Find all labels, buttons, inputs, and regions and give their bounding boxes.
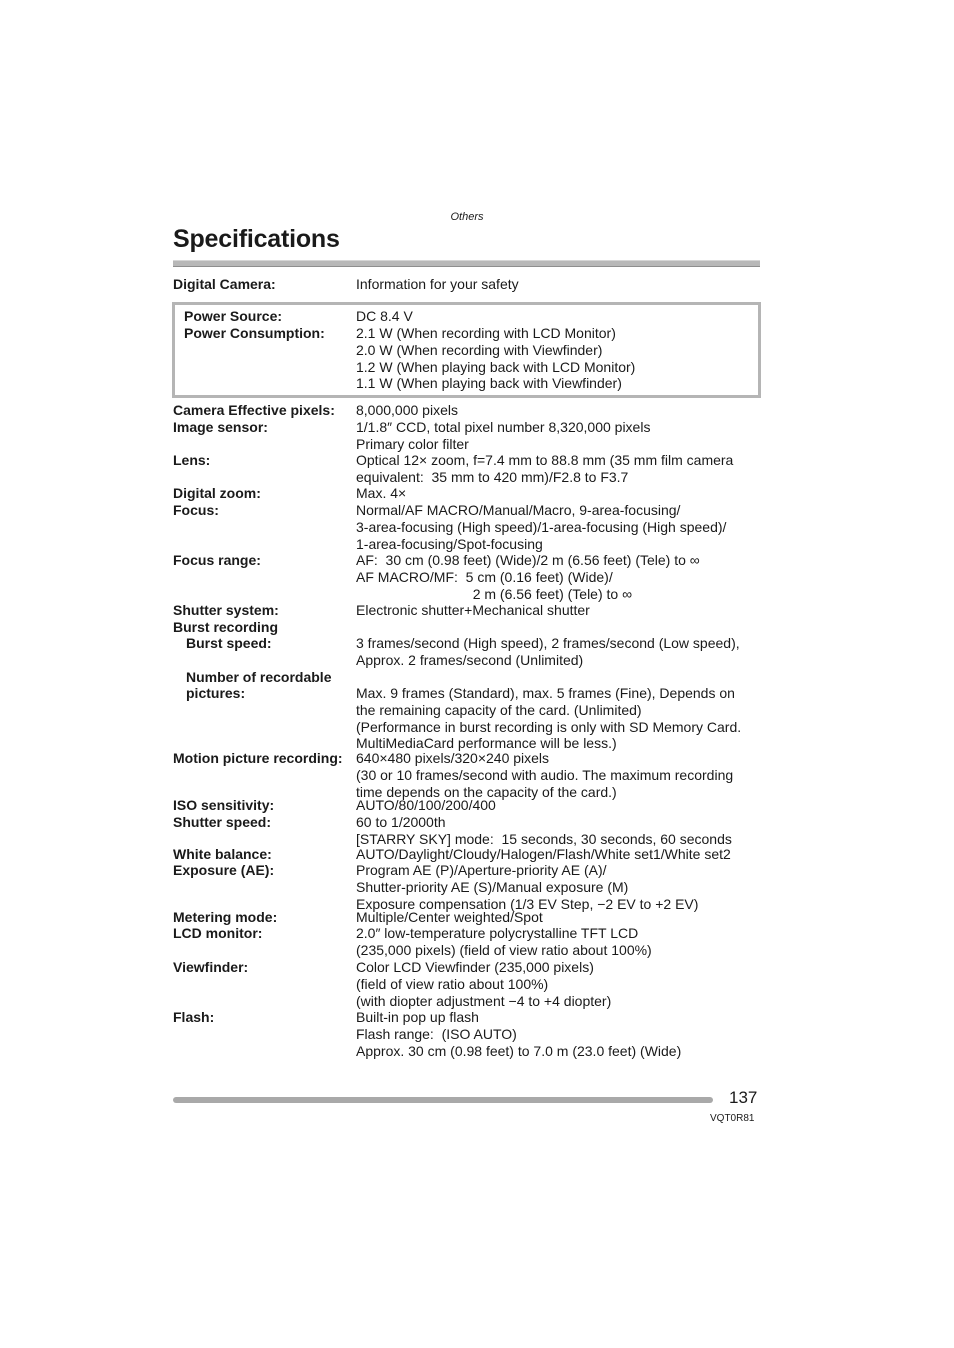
spec-label: Image sensor:: [173, 419, 268, 435]
page-number: 137: [729, 1088, 758, 1107]
spec-value: Optical 12× zoom, f=7.4 mm to 88.8 mm (35 mm film camera equivalent: 35 mm to 420 mm)/F2.8 to F3.7: [356, 452, 734, 485]
footer-rule: [173, 1097, 713, 1103]
spec-value: 640×480 pixels/320×240 pixels (30 or 10 frames/second with audio. The maximum recording time depends on the capacity of the card.): [356, 750, 734, 800]
spec-label: Shutter system:: [173, 602, 279, 618]
spec-value: Max. 9 frames (Standard), max. 5 frames (Fine), Depends on the remaining capacity of the card. (Unlimited) (Performance in burst recording is only with SD Memory Card. MultiMediaCard performance will be less.): [356, 685, 742, 752]
spec-label: Focus:: [173, 502, 219, 518]
spec-value: Program AE (P)/Aperture-priority AE (A)/ Shutter-priority AE (S)/Manual exposure (M) Exposure compensation (1/3 EV Step, −2 EV to +2 EV): [356, 862, 699, 912]
spec-value: Max. 4×: [356, 485, 407, 501]
spec-value: Information for your safety: [356, 276, 519, 292]
spec-value: 60 to 1/2000th [STARRY SKY] mode: 15 seconds, 30 seconds, 60 seconds: [356, 814, 732, 847]
spec-label: Digital zoom:: [173, 485, 261, 501]
spec-value: 1/1.8″ CCD, total pixel number 8,320,000 pixels Primary color filter: [356, 419, 651, 452]
spec-label: Burst speed:: [186, 635, 272, 651]
spec-value: AF: 30 cm (0.98 feet) (Wide)/2 m (6.56 feet) (Tele) to ∞ AF MACRO/MF: 5 cm (0.16 feet) (Wide)/ 2 m (6.56 feet) (Tele) to ∞: [356, 552, 700, 602]
spec-value: 8,000,000 pixels: [356, 402, 458, 418]
spec-label: Lens:: [173, 452, 211, 468]
title-rule: [173, 260, 760, 267]
spec-value: Color LCD Viewfinder (235,000 pixels) (field of view ratio about 100%) (with diopter adjustment −4 to +4 diopter): [356, 959, 612, 1009]
spec-value: 3 frames/second (High speed), 2 frames/second (Low speed), Approx. 2 frames/second (Unlimited): [356, 635, 740, 668]
spec-label: Motion picture recording:: [173, 750, 343, 766]
spec-label: Digital Camera:: [173, 276, 276, 292]
spec-label: Number of recordable: [186, 669, 332, 685]
spec-value: Built-in pop up flash Flash range: (ISO AUTO) Approx. 30 cm (0.98 feet) to 7.0 m (23.0 feet) (Wide): [356, 1009, 682, 1059]
spec-label: pictures:: [186, 685, 246, 701]
spec-value: AUTO/80/100/200/400: [356, 797, 496, 813]
spec-value: 2.0″ low-temperature polycrystalline TFT LCD (235,000 pixels) (field of view ratio about 100%): [356, 925, 652, 958]
spec-label: Camera Effective pixels:: [173, 402, 335, 418]
spec-label: Flash:: [173, 1009, 215, 1025]
spec-label: Power Consumption:: [184, 325, 325, 341]
spec-label: LCD monitor:: [173, 925, 263, 941]
spec-value: Multiple/Center weighted/Spot: [356, 909, 543, 925]
spec-label: Focus range:: [173, 552, 261, 568]
spec-value: 2.1 W (When recording with LCD Monitor) 2.0 W (When recording with Viewfinder) 1.2 W (When playing back with LCD Monitor) 1.1 W (When playing back with Viewfinder): [356, 325, 636, 392]
spec-label: Viewfinder:: [173, 959, 249, 975]
document-code: VQT0R81: [710, 1113, 755, 1124]
spec-label: Metering mode:: [173, 909, 278, 925]
spec-label: Shutter speed:: [173, 814, 272, 830]
spec-label: Burst recording: [173, 619, 279, 635]
spec-value: AUTO/Daylight/Cloudy/Halogen/Flash/White set1/White set2: [356, 846, 731, 862]
spec-value: Electronic shutter+Mechanical shutter: [356, 602, 590, 618]
spec-label: Power Source:: [184, 308, 283, 324]
spec-label: White balance:: [173, 846, 272, 862]
spec-label: Exposure (AE):: [173, 862, 275, 878]
section-label: Others: [450, 211, 484, 223]
page-title: Specifications: [173, 225, 340, 253]
spec-label: ISO sensitivity:: [173, 797, 275, 813]
spec-value: DC 8.4 V: [356, 308, 413, 324]
spec-value: Normal/AF MACRO/Manual/Macro, 9-area-focusing/ 3-area-focusing (High speed)/1-area-focusing (High speed)/ 1-area-focusing/Spot-focusing: [356, 502, 727, 552]
